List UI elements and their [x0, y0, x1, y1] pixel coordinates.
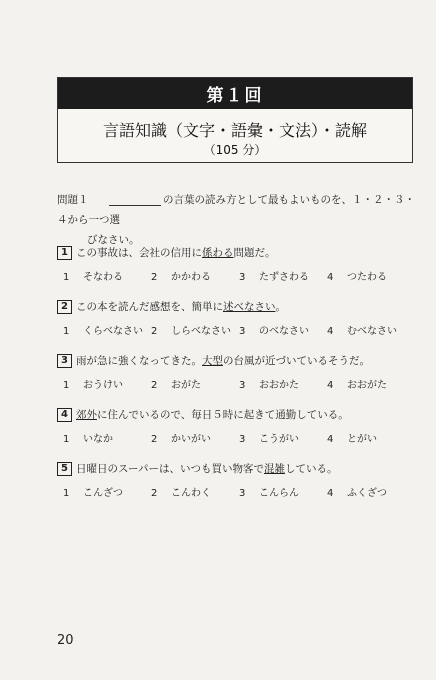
answer-option[interactable]: 2 かいがい [151, 434, 211, 445]
instruction-text-line2: びなさい。 [87, 234, 140, 246]
question-number: 1 [57, 246, 72, 260]
target-word: 述べなさい [223, 301, 276, 313]
target-word: 係わる [202, 247, 234, 259]
question-stem [57, 352, 417, 370]
stem-text: 雨が急に強くなってきた。 [76, 355, 202, 367]
target-word: 郊外 [76, 409, 97, 421]
answer-option[interactable]: 3 たずさわる [239, 272, 309, 283]
question-stem [57, 298, 417, 316]
question [57, 244, 417, 286]
answer-option[interactable]: 4 つたわる [327, 272, 387, 283]
question-stem [57, 406, 417, 424]
question-number: 5 [57, 462, 72, 476]
answer-option[interactable]: 4 ふくざつ [327, 488, 387, 499]
answer-options [57, 268, 417, 286]
answer-option[interactable]: 4 むべなさい [327, 326, 397, 337]
stem-text: している。 [284, 463, 338, 475]
question [57, 352, 417, 394]
exam-header [57, 77, 413, 163]
section-title: 言語知識（文字・語彙・文法）・読解 [102, 121, 367, 140]
answer-option[interactable]: 2 おがた [151, 380, 201, 391]
answer-option[interactable]: 2 かかわる [151, 272, 211, 283]
question [57, 298, 417, 340]
stem-text: 問題だ。 [233, 247, 276, 259]
answer-options [57, 376, 417, 394]
problem-label: 問題１ [57, 194, 89, 206]
stem-text: の台風が近づいているそうだ。 [223, 355, 370, 367]
question [57, 406, 417, 448]
target-word: 大型 [202, 355, 223, 367]
answer-options [57, 484, 417, 502]
answer-option[interactable]: 1 いなか [63, 434, 113, 445]
stem-text: この本を読んだ感想を、簡単に [76, 301, 223, 313]
answer-option[interactable]: 2 しらべなさい [151, 326, 231, 337]
answer-option[interactable]: 3 おおかた [239, 380, 299, 391]
answer-option[interactable]: 2 こんわく [151, 488, 211, 499]
answer-option[interactable]: 1 おうけい [63, 380, 123, 391]
question [57, 460, 417, 502]
target-word: 混雑 [263, 463, 285, 475]
answer-option[interactable]: 3 のべなさい [239, 326, 309, 337]
answer-option[interactable]: 1 そなわる [63, 272, 123, 283]
question-stem [57, 244, 417, 262]
answer-options [57, 430, 417, 448]
answer-option[interactable]: 4 とがい [327, 434, 377, 445]
section-duration: （105 分） [203, 143, 267, 157]
question-number: 3 [57, 354, 72, 368]
question-stem [57, 460, 417, 478]
answer-option[interactable]: 4 おおがた [327, 380, 387, 391]
answer-option[interactable]: 1 こんざつ [63, 488, 123, 499]
stem-text: 日曜日のスーパーは、いつも買い物客で [76, 463, 264, 475]
stem-text: 。 [275, 301, 286, 313]
problem-instruction [57, 190, 417, 250]
question-number: 2 [57, 300, 72, 314]
instruction-text: の言葉の読み方として最もよいものを、１・２・３・４から一つ選 [57, 194, 415, 226]
round-banner: 第１回 [58, 78, 412, 109]
stem-text: この事故は、会社の信用に [76, 247, 202, 259]
answer-option[interactable]: 3 こんらん [239, 488, 299, 499]
answer-option[interactable]: 3 こうがい [239, 434, 299, 445]
answer-options [57, 322, 417, 340]
answer-option[interactable]: 1 くらべなさい [63, 326, 143, 337]
page-number: 20 [57, 633, 74, 648]
question-number: 4 [57, 408, 72, 422]
stem-text: に住んでいるので、毎日５時に起きて通勤している。 [97, 409, 349, 421]
blank-line [109, 195, 161, 206]
